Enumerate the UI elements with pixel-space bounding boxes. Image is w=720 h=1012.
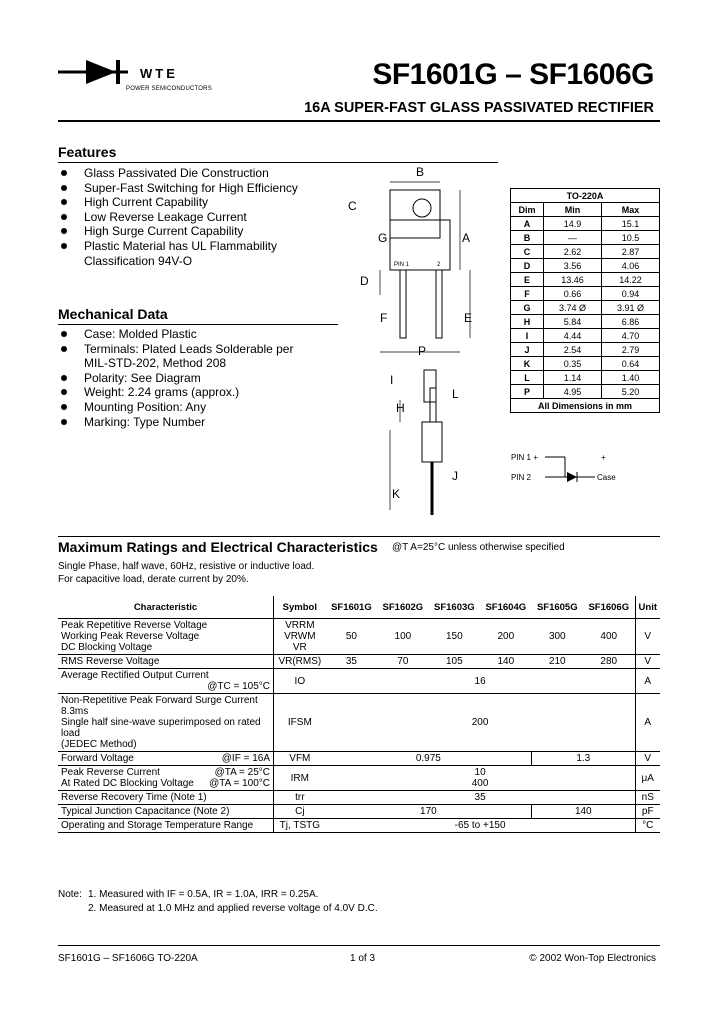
table-row: [511, 245, 660, 259]
list-item: Polarity: See Diagram: [58, 371, 293, 386]
table-row: Peak Repetitive Reverse Voltage Working Peak Reverse Voltage DC Blocking Voltage VRRM VRWM VR 50 100 150 200 300 400 V: [58, 619, 660, 655]
dim-label-k: K: [392, 487, 401, 501]
case-text: Case: [597, 473, 616, 482]
pin2-text: PIN 2: [511, 473, 532, 482]
dimensions-footer: All Dimensions in mm: [511, 399, 660, 413]
pin1-text: PIN 1 +: [511, 453, 538, 462]
dim-label-f: F: [380, 311, 388, 325]
table-row: [511, 385, 660, 399]
bullet-icon: [61, 331, 67, 337]
table-row: [511, 217, 660, 231]
bullet-icon: [61, 170, 67, 176]
bullet-icon: [61, 228, 67, 234]
dim-letter: P: [511, 385, 544, 399]
dim-value: 4.70: [602, 329, 660, 343]
dim-letter: D: [511, 259, 544, 273]
column-header: SF1606G: [583, 596, 635, 619]
features-heading: Features: [58, 144, 117, 160]
dim-label-d: D: [360, 274, 369, 288]
footer-copyright: © 2002 Won-Top Electronics: [529, 953, 656, 964]
dim-letter: K: [511, 357, 544, 371]
list-item: Marking: Type Number: [58, 415, 293, 430]
column-header: Max: [602, 203, 660, 217]
column-header: Symbol: [274, 596, 326, 619]
wte-diode-logo: [58, 60, 218, 100]
dim-label-i: I: [390, 373, 394, 387]
table-row: Average Rectified Output Current @TC = 105°C IO 16 A: [58, 669, 660, 694]
notes-label: Note:: [58, 889, 82, 900]
table-row: Non-Repetitive Peak Forward Surge Current 8.3ms Single half sine-wave superimposed on rated load (JEDEC Method) IFSM 200 A: [58, 694, 660, 752]
dim-label-p: P: [418, 344, 427, 358]
list-item: Glass Passivated Die Construction: [58, 166, 298, 181]
dim-value: 10.5: [602, 231, 660, 245]
list-item-continuation: Classification 94V-O: [84, 253, 193, 268]
mechanical-heading: Mechanical Data: [58, 306, 168, 322]
pin1-label: PIN 1: [394, 262, 410, 268]
dim-letter: L: [511, 371, 544, 385]
dim-letter: E: [511, 273, 544, 287]
dim-value: 14.22: [602, 273, 660, 287]
table-row: Operating and Storage Temperature Range Tj, TSTG -65 to +150 °C: [58, 819, 660, 833]
mechanical-list: [58, 327, 293, 429]
dim-value: 4.95: [544, 385, 602, 399]
header-rule: [58, 120, 660, 122]
dim-letter: I: [511, 329, 544, 343]
page-subtitle: 16A SUPER-FAST GLASS PASSIVATED RECTIFIER: [304, 100, 654, 116]
list-item: Super-Fast Switching for High Efficiency: [58, 181, 298, 196]
bullet-icon: [61, 389, 67, 395]
ratings-title: Maximum Ratings and Electrical Characteristics: [58, 539, 378, 555]
bullet-icon: [61, 214, 67, 220]
column-header: SF1605G: [532, 596, 583, 619]
footer-rule: [58, 945, 660, 946]
package-name: TO-220A: [511, 189, 660, 203]
dim-label-l: L: [452, 387, 459, 401]
table-row: Forward Voltage @IF = 16A VFM 0.975 1.3 V: [58, 752, 660, 766]
brand-subtitle: POWER SEMICONDUCTORS: [126, 86, 212, 92]
table-row: [511, 329, 660, 343]
footer-page: 1 of 3: [350, 953, 376, 964]
ratings-note-2: For capacitive load, derate current by 20%.: [58, 574, 249, 585]
table-row: [511, 287, 660, 301]
table-row: [511, 273, 660, 287]
table-row: [511, 315, 660, 329]
bullet-icon: [61, 185, 67, 191]
dim-value: 2.87: [602, 245, 660, 259]
dimensions-table: [510, 188, 660, 413]
features-list: [58, 166, 298, 268]
dim-value: 3.74 Ø: [544, 301, 602, 315]
page-title: SF1601G – SF1606G: [372, 58, 654, 91]
list-item: Low Reverse Leakage Current: [58, 210, 298, 225]
dim-value: 15.1: [602, 217, 660, 231]
dim-label-h: H: [396, 401, 405, 415]
table-row: [511, 259, 660, 273]
bullet-icon: [61, 199, 67, 205]
dim-letter: F: [511, 287, 544, 301]
column-header: Characteristic: [58, 596, 274, 619]
note-2: 2. Measured at 1.0 MHz and applied reverse voltage of 4.0V D.C.: [88, 903, 378, 914]
dim-value: 6.86: [602, 315, 660, 329]
pin-diagram: [505, 446, 665, 492]
dim-value: 4.44: [544, 329, 602, 343]
table-row: Typical Junction Capacitance (Note 2) Cj 170 140 pF: [58, 805, 660, 819]
dim-letter: J: [511, 343, 544, 357]
brand-name: WTE: [140, 66, 178, 81]
dim-label-j: J: [452, 469, 458, 483]
dim-value: 1.40: [602, 371, 660, 385]
dim-label-g: G: [378, 231, 388, 245]
dim-value: 5.84: [544, 315, 602, 329]
dim-label-c: C: [348, 199, 357, 213]
dim-value: 5.20: [602, 385, 660, 399]
footer-left: SF1601G – SF1606G TO-220A: [58, 953, 198, 964]
dim-value: 0.94: [602, 287, 660, 301]
dim-value: —: [544, 231, 602, 245]
table-row: [511, 371, 660, 385]
column-header: SF1604G: [480, 596, 531, 619]
dim-letter: A: [511, 217, 544, 231]
dim-value: 13.46: [544, 273, 602, 287]
list-item: High Current Capability: [58, 195, 298, 210]
dim-value: 2.62: [544, 245, 602, 259]
table-row: Reverse Recovery Time (Note 1) trr 35 nS: [58, 791, 660, 805]
list-item: Mounting Position: Any: [58, 400, 293, 415]
list-item: Terminals: Plated Leads Solderable per: [58, 342, 293, 357]
dim-letter: H: [511, 315, 544, 329]
column-header: SF1603G: [429, 596, 480, 619]
table-row: [511, 357, 660, 371]
dim-value: 0.64: [602, 357, 660, 371]
dim-value: 1.14: [544, 371, 602, 385]
column-header: Min: [544, 203, 602, 217]
dim-value: 14.9: [544, 217, 602, 231]
bullet-icon: [61, 346, 67, 352]
list-item: Plastic Material has UL Flammability: [58, 239, 298, 254]
list-item: High Surge Current Capability: [58, 224, 298, 239]
ratings-table: [58, 596, 660, 833]
dim-value: 0.66: [544, 287, 602, 301]
table-row: [511, 301, 660, 315]
bullet-icon: [61, 419, 67, 425]
ratings-note-1: Single Phase, half wave, 60Hz, resistive or inductive load.: [58, 561, 315, 572]
dim-label-a: A: [462, 231, 471, 245]
dim-value: 3.56: [544, 259, 602, 273]
list-item: Case: Molded Plastic: [58, 327, 293, 342]
column-header: SF1602G: [377, 596, 428, 619]
dim-letter: C: [511, 245, 544, 259]
table-row: [511, 343, 660, 357]
package-outline-drawing: [340, 160, 490, 530]
mechanical-rule: [58, 324, 338, 325]
plus-text: +: [601, 453, 606, 462]
dim-value: 2.54: [544, 343, 602, 357]
dim-letter: B: [511, 231, 544, 245]
dim-label-e: E: [464, 311, 473, 325]
bullet-icon: [61, 243, 67, 249]
table-row: RMS Reverse Voltage VR(RMS) 35 70 105 140 210 280 V: [58, 655, 660, 669]
list-item: Weight: 2.24 grams (approx.): [58, 385, 293, 400]
dim-label-b: B: [416, 165, 425, 179]
pin2-label: 2: [437, 262, 441, 268]
dimensions-rows: [511, 217, 660, 399]
table-row: [511, 231, 660, 245]
list-item-continuation: MIL-STD-202, Method 208: [84, 356, 227, 371]
column-header: SF1601G: [326, 596, 377, 619]
dim-value: 2.79: [602, 343, 660, 357]
dim-letter: G: [511, 301, 544, 315]
column-header: Dim: [511, 203, 544, 217]
bullet-icon: [61, 404, 67, 410]
table-row: Peak Reverse Current @TA = 25°C At Rated DC Blocking Voltage @TA = 100°C IRM 10 400 μA: [58, 766, 660, 791]
bullet-icon: [61, 375, 67, 381]
ratings-condition: @T A=25°C unless otherwise specified: [392, 542, 565, 553]
ratings-rule-top: [58, 536, 660, 537]
dim-value: 3.91 Ø: [602, 301, 660, 315]
column-header: Unit: [635, 596, 660, 619]
note-1: 1. Measured with IF = 0.5A, IR = 1.0A, IRR = 0.25A.: [88, 889, 319, 900]
dim-value: 0.35: [544, 357, 602, 371]
dim-value: 4.06: [602, 259, 660, 273]
